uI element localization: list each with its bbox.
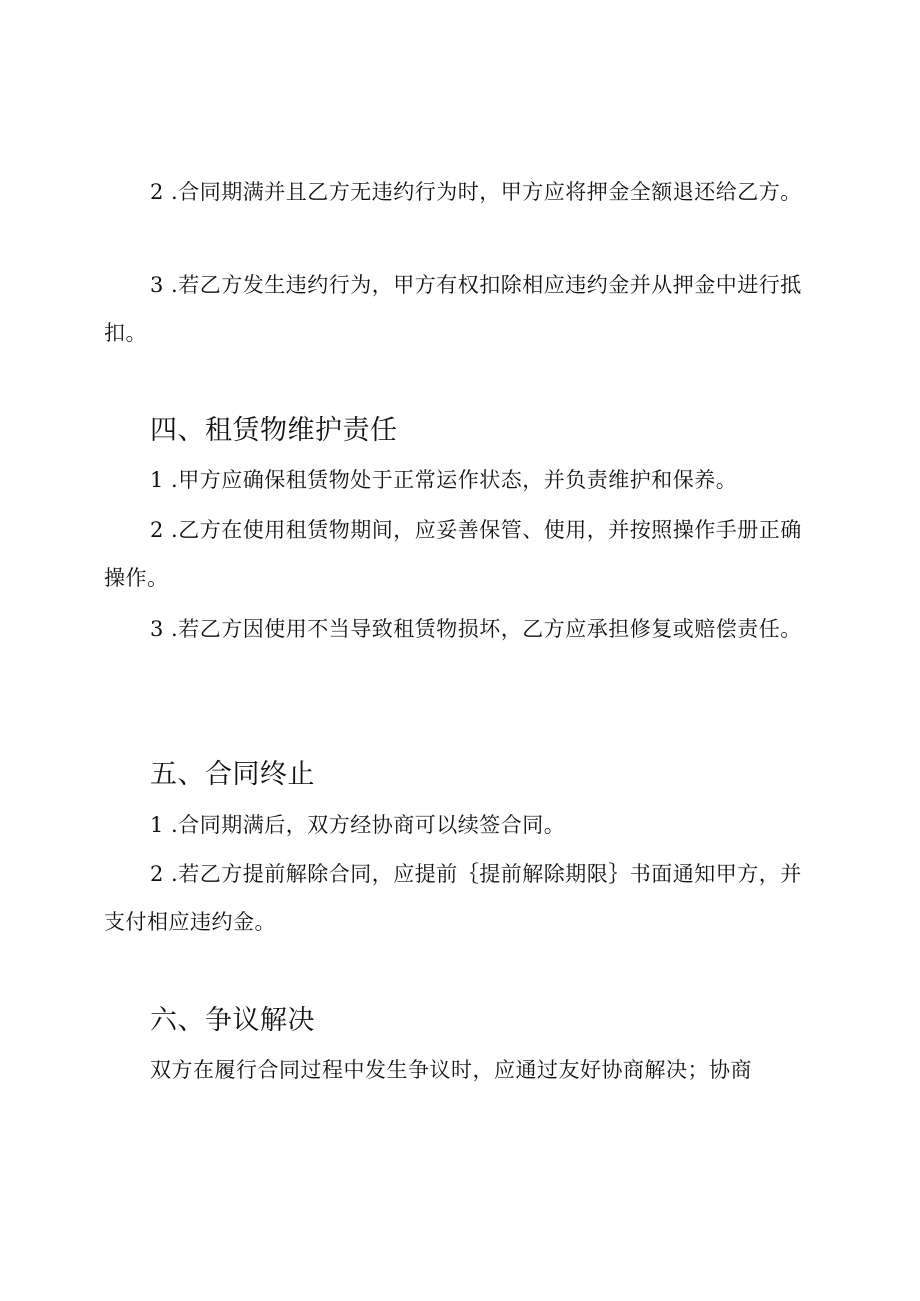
deposit-clause-2: 2 .合同期满并且乙方无违约行为时，甲方应将押金全额退还给乙方。 (150, 180, 802, 204)
termination-clause-1: 1 .合同期满后，双方经协商可以续签合同。 (150, 813, 566, 837)
maintenance-clause-2: 2 .乙方在使用租赁物期间，应妥善保管、使用，并按照操作手册正确操作。 (104, 518, 802, 590)
section-heading-dispute: 六、争议解决 (150, 1005, 315, 1036)
section-heading-termination: 五、合同终止 (150, 759, 315, 790)
maintenance-clause-1: 1 .甲方应确保租赁物处于正常运作状态，并负责维护和保养。 (150, 468, 738, 492)
section-heading-maintenance: 四、租赁物维护责任 (150, 415, 398, 446)
dispute-paragraph: 双方在履行合同过程中发生争议时，应通过友好协商解决；协商 (150, 1058, 752, 1082)
deposit-clause-3: 3 .若乙方发生违约行为，甲方有权扣除相应违约金并从押金中进行抵扣。 (104, 273, 802, 345)
termination-clause-2: 2 .若乙方提前解除合同，应提前｛提前解除期限｝书面通知甲方，并支付相应违约金。 (104, 862, 802, 934)
maintenance-clause-3: 3 .若乙方因使用不当导致租赁物损坏，乙方应承担修复或赔偿责任。 (150, 617, 802, 641)
